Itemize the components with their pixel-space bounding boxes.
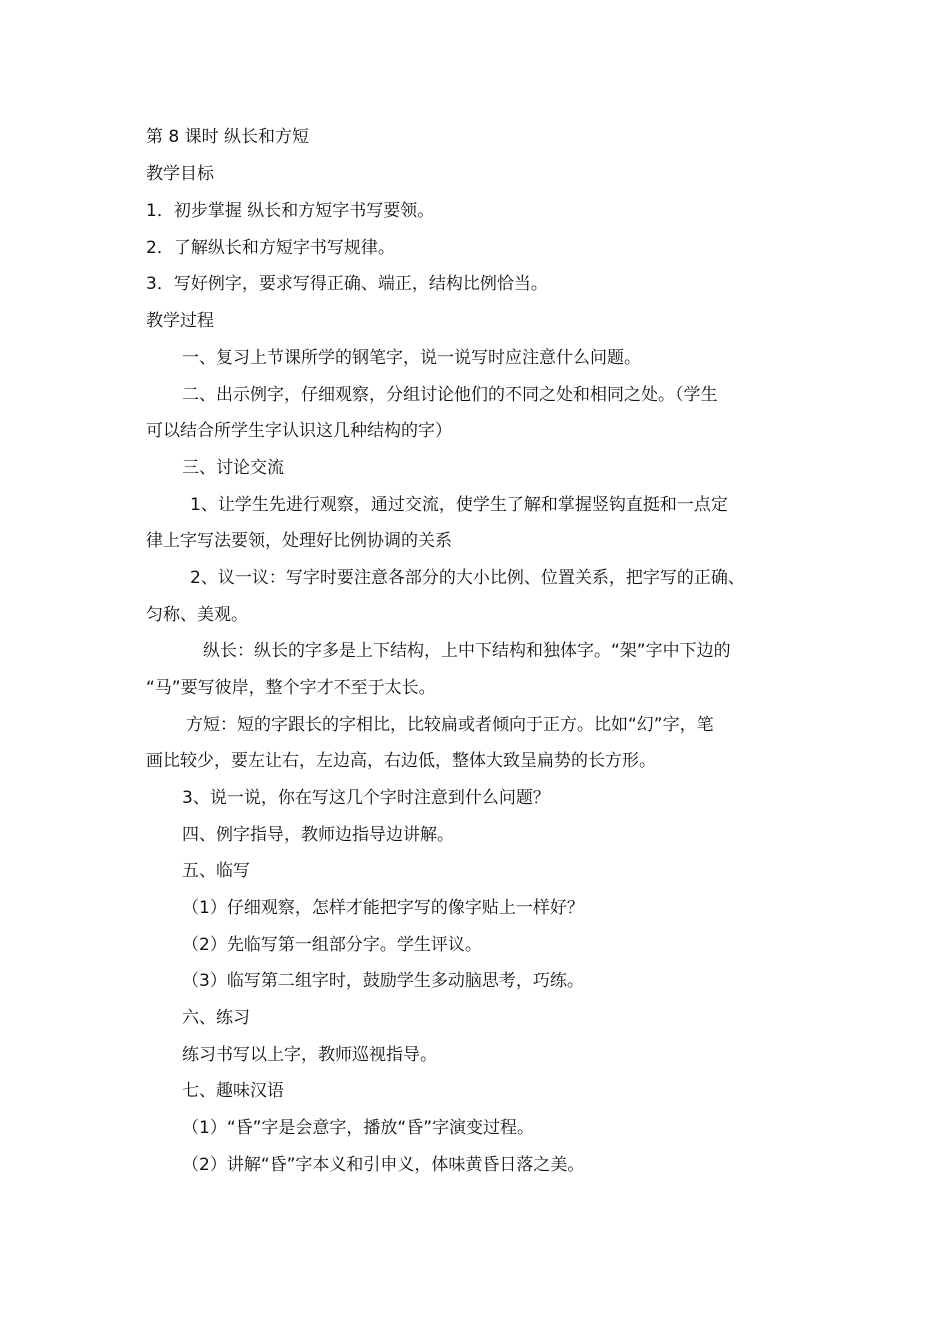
goal-item-3: 3．写好例字，要求写得正确、端正，结构比例恰当。 — [146, 274, 548, 294]
step-5-item-1: （1）仔细观察，怎样才能把字写的像字贴上一样好？ — [182, 898, 584, 918]
step-3-item-1-line-1: 1、让学生先进行观察，通过交流，使学生了解和掌握竖钩直挺和一点定 — [190, 495, 728, 515]
process-step-2-line-1: 二、出示例字，仔细观察，分组讨论他们的不同之处和相同之处。（学生 — [182, 385, 718, 405]
zongchang-line-1: 纵长：纵长的字多是上下结构，上中下结构和独体字。“架”字中下边的 — [203, 641, 731, 661]
process-step-1: 一、复习上节课所学的钢笔字，说一说写时应注意什么问题。 — [182, 348, 641, 368]
lesson-title: 第 8 课时 纵长和方短 — [146, 127, 310, 147]
process-step-3: 三、讨论交流 — [182, 458, 284, 478]
process-step-2-line-2: 可以结合所学生字认识这几种结构的字） — [146, 421, 452, 441]
step-3-item-3: 3、说一说，你在写这几个字时注意到什么问题？ — [182, 788, 550, 808]
fangduan-line-1: 方短：短的字跟长的字相比，比较扁或者倾向于正方。比如“幻”字，笔 — [186, 715, 714, 735]
process-step-6: 六、练习 — [182, 1008, 250, 1028]
process-step-5: 五、临写 — [182, 861, 250, 881]
process-heading: 教学过程 — [146, 311, 214, 331]
step-5-item-3: （3）临写第二组字时，鼓励学生多动脑思考，巧练。 — [182, 971, 584, 991]
step-3-item-2-line-1: 2、议一议：写字时要注意各部分的大小比例、位置关系，把字写的正确、 — [190, 568, 745, 588]
step-3-item-1-line-2: 律上字写法要领，处理好比例协调的关系 — [146, 531, 452, 551]
step-3-item-2-line-2: 匀称、美观。 — [146, 605, 248, 625]
step-6-text: 练习书写以上字，教师巡视指导。 — [182, 1045, 437, 1065]
goal-item-2: 2．了解纵长和方短字书写规律。 — [146, 238, 395, 258]
step-7-item-2: （2）讲解“昏”字本义和引申义，体味黄昏日落之美。 — [182, 1155, 585, 1175]
goals-heading: 教学目标 — [146, 164, 214, 184]
fangduan-line-2: 画比较少，要左让右，左边高，右边低，整体大致呈扁势的长方形。 — [146, 751, 656, 771]
goal-item-1: 1．初步掌握 纵长和方短字书写要领。 — [146, 201, 435, 221]
process-step-7: 七、趣味汉语 — [182, 1081, 284, 1101]
process-step-4: 四、例字指导，教师边指导边讲解。 — [182, 825, 454, 845]
zongchang-line-2: “马”要写彼岸，整个字才不至于太长。 — [146, 678, 436, 698]
step-5-item-2: （2）先临写第一组部分字。学生评议。 — [182, 935, 482, 955]
step-7-item-1: （1）“昏”字是会意字，播放“昏”字演变过程。 — [182, 1118, 535, 1138]
